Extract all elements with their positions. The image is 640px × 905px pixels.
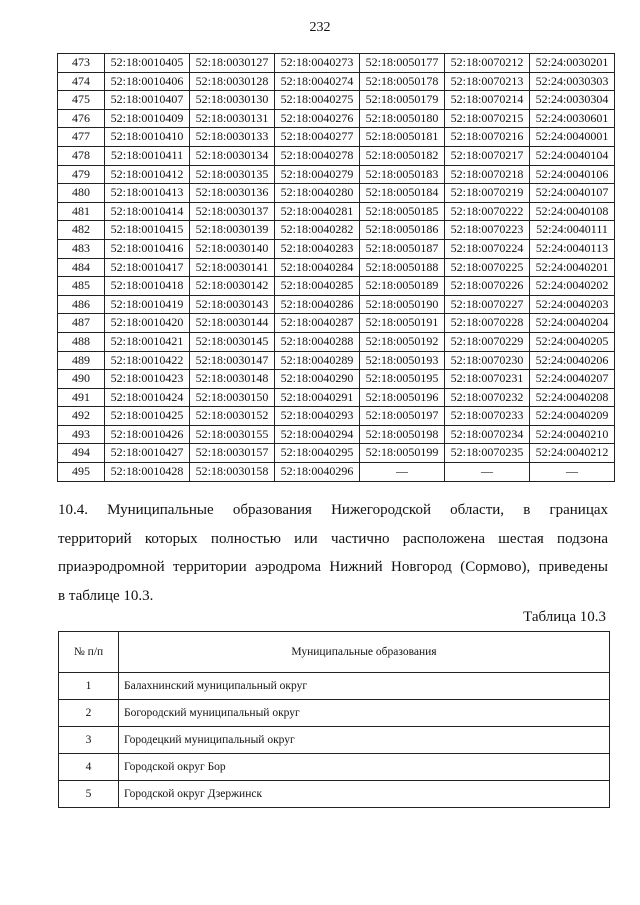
cadastral-number: 52:18:0050190 — [360, 295, 445, 314]
cadastral-number: 52:24:0030601 — [530, 109, 615, 128]
row-number: 488 — [58, 332, 105, 351]
row-number: 483 — [58, 239, 105, 258]
cadastral-number: 52:18:0010426 — [105, 425, 190, 444]
cadastral-number: 52:24:0040209 — [530, 407, 615, 426]
cadastral-number: 52:18:0030130 — [190, 91, 275, 110]
cadastral-number: 52:18:0030136 — [190, 184, 275, 203]
cadastral-number: 52:18:0050198 — [360, 425, 445, 444]
row-number: 473 — [58, 54, 105, 73]
table-row — [58, 351, 615, 370]
cadastral-number: 52:18:0010412 — [105, 165, 190, 184]
row-number: 484 — [58, 258, 105, 277]
cadastral-number: 52:18:0030147 — [190, 351, 275, 370]
row-number: 482 — [58, 221, 105, 240]
cadastral-number: 52:18:0010406 — [105, 72, 190, 91]
paragraph-10-4 — [58, 496, 608, 610]
cadastral-number: — — [530, 463, 615, 482]
cadastral-number: 52:18:0030135 — [190, 165, 275, 184]
table-row — [58, 128, 615, 147]
cadastral-number: 52:18:0070226 — [445, 277, 530, 296]
row-number: 2 — [59, 700, 119, 727]
table-caption: Таблица 10.3 — [523, 609, 606, 625]
cadastral-number: 52:18:0040275 — [275, 91, 360, 110]
cadastral-number: 52:18:0030142 — [190, 277, 275, 296]
cadastral-number: 52:18:0070233 — [445, 407, 530, 426]
cadastral-number: 52:18:0050180 — [360, 109, 445, 128]
municipal-table — [58, 631, 610, 808]
table-row — [58, 444, 615, 463]
cadastral-number: 52:18:0070214 — [445, 91, 530, 110]
cadastral-number: 52:18:0040293 — [275, 407, 360, 426]
cadastral-number: 52:18:0040284 — [275, 258, 360, 277]
row-number: 493 — [58, 425, 105, 444]
cadastral-number: 52:18:0070215 — [445, 109, 530, 128]
cadastral-number: 52:18:0050179 — [360, 91, 445, 110]
cadastral-number: 52:24:0040113 — [530, 239, 615, 258]
cadastral-number: 52:18:0040281 — [275, 202, 360, 221]
cadastral-number: 52:24:0040212 — [530, 444, 615, 463]
cadastral-number: 52:18:0070235 — [445, 444, 530, 463]
cadastral-number: 52:24:0030201 — [530, 54, 615, 73]
row-number: 492 — [58, 407, 105, 426]
cadastral-number: 52:24:0040207 — [530, 370, 615, 389]
cadastral-number: 52:24:0040208 — [530, 388, 615, 407]
cadastral-number: 52:18:0040289 — [275, 351, 360, 370]
paragraph-line: приаэродромной территории аэродрома Нижний Новгород (Сормово), приведены — [58, 559, 608, 575]
cadastral-table-body — [58, 54, 615, 482]
cadastral-number: 52:18:0010411 — [105, 146, 190, 165]
municipality-name: Городецкий муниципальный округ — [119, 727, 610, 754]
cadastral-number: 52:18:0030145 — [190, 332, 275, 351]
cadastral-number: — — [360, 463, 445, 482]
cadastral-number: 52:18:0050181 — [360, 128, 445, 147]
cadastral-number: 52:18:0030148 — [190, 370, 275, 389]
cadastral-number: 52:18:0030139 — [190, 221, 275, 240]
cadastral-number: 52:18:0040277 — [275, 128, 360, 147]
table-row — [58, 202, 615, 221]
cadastral-number: 52:18:0070225 — [445, 258, 530, 277]
cadastral-number: 52:24:0040107 — [530, 184, 615, 203]
table-row — [59, 727, 610, 754]
cadastral-number: 52:18:0050186 — [360, 221, 445, 240]
cadastral-number: 52:18:0010405 — [105, 54, 190, 73]
cadastral-table — [57, 53, 615, 482]
cadastral-number: 52:18:0010414 — [105, 202, 190, 221]
cadastral-number: 52:18:0050178 — [360, 72, 445, 91]
cadastral-number: 52:18:0030157 — [190, 444, 275, 463]
cadastral-number: 52:18:0040273 — [275, 54, 360, 73]
cadastral-number: 52:18:0040280 — [275, 184, 360, 203]
cadastral-number: 52:18:0070224 — [445, 239, 530, 258]
table-row — [58, 165, 615, 184]
cadastral-number: 52:18:0050184 — [360, 184, 445, 203]
cadastral-number: 52:18:0050189 — [360, 277, 445, 296]
cadastral-number: 52:24:0030303 — [530, 72, 615, 91]
cadastral-number: 52:18:0050196 — [360, 388, 445, 407]
cadastral-number: 52:18:0070230 — [445, 351, 530, 370]
table-row — [59, 754, 610, 781]
row-number: 481 — [58, 202, 105, 221]
cadastral-number: 52:24:0040111 — [530, 221, 615, 240]
row-number: 474 — [58, 72, 105, 91]
municipal-table-header-row — [59, 632, 610, 673]
cadastral-number: 52:18:0010420 — [105, 314, 190, 333]
table-row — [58, 72, 615, 91]
row-number: 477 — [58, 128, 105, 147]
municipality-name: Богородский муниципальный округ — [119, 700, 610, 727]
cadastral-number: 52:18:0010421 — [105, 332, 190, 351]
row-number: 489 — [58, 351, 105, 370]
cadastral-number: 52:18:0070234 — [445, 425, 530, 444]
cadastral-number: 52:18:0070223 — [445, 221, 530, 240]
cadastral-number: 52:18:0030134 — [190, 146, 275, 165]
cadastral-number: 52:18:0010415 — [105, 221, 190, 240]
row-number: 476 — [58, 109, 105, 128]
cadastral-number: 52:18:0030141 — [190, 258, 275, 277]
cadastral-number: 52:18:0050195 — [360, 370, 445, 389]
cadastral-number: 52:24:0040108 — [530, 202, 615, 221]
cadastral-number: 52:18:0010413 — [105, 184, 190, 203]
cadastral-number: 52:18:0010424 — [105, 388, 190, 407]
cadastral-number: 52:18:0010418 — [105, 277, 190, 296]
cadastral-number: 52:18:0010417 — [105, 258, 190, 277]
table-row — [59, 700, 610, 727]
cadastral-number: — — [445, 463, 530, 482]
cadastral-number: 52:18:0040294 — [275, 425, 360, 444]
header-municipality: Муниципальные образования — [119, 632, 610, 673]
table-row — [58, 277, 615, 296]
cadastral-number: 52:18:0030133 — [190, 128, 275, 147]
row-number: 485 — [58, 277, 105, 296]
cadastral-number: 52:18:0010427 — [105, 444, 190, 463]
table-row — [58, 258, 615, 277]
cadastral-number: 52:18:0010409 — [105, 109, 190, 128]
cadastral-number: 52:24:0040210 — [530, 425, 615, 444]
cadastral-number: 52:18:0040285 — [275, 277, 360, 296]
cadastral-number: 52:18:0030152 — [190, 407, 275, 426]
table-row — [58, 184, 615, 203]
header-number: № п/п — [59, 632, 119, 673]
cadastral-number: 52:18:0070222 — [445, 202, 530, 221]
table-row — [58, 463, 615, 482]
cadastral-number: 52:18:0030143 — [190, 295, 275, 314]
cadastral-number: 52:18:0070232 — [445, 388, 530, 407]
cadastral-number: 52:18:0040276 — [275, 109, 360, 128]
table-row — [59, 781, 610, 808]
cadastral-number: 52:18:0050185 — [360, 202, 445, 221]
cadastral-number: 52:18:0010407 — [105, 91, 190, 110]
cadastral-number: 52:18:0070219 — [445, 184, 530, 203]
cadastral-number: 52:18:0050199 — [360, 444, 445, 463]
row-number: 491 — [58, 388, 105, 407]
cadastral-number: 52:18:0040278 — [275, 146, 360, 165]
table-row — [58, 295, 615, 314]
cadastral-number: 52:18:0070213 — [445, 72, 530, 91]
cadastral-number: 52:18:0050177 — [360, 54, 445, 73]
cadastral-number: 52:18:0010416 — [105, 239, 190, 258]
table-row — [58, 54, 615, 73]
row-number: 487 — [58, 314, 105, 333]
cadastral-number: 52:18:0050188 — [360, 258, 445, 277]
cadastral-number: 52:18:0050193 — [360, 351, 445, 370]
cadastral-number: 52:18:0040286 — [275, 295, 360, 314]
cadastral-number: 52:18:0010423 — [105, 370, 190, 389]
cadastral-number: 52:18:0050183 — [360, 165, 445, 184]
cadastral-number: 52:18:0040287 — [275, 314, 360, 333]
cadastral-number: 52:18:0040296 — [275, 463, 360, 482]
cadastral-number: 52:18:0040279 — [275, 165, 360, 184]
municipality-name: Городской округ Дзержинск — [119, 781, 610, 808]
cadastral-number: 52:18:0070216 — [445, 128, 530, 147]
cadastral-number: 52:24:0030304 — [530, 91, 615, 110]
cadastral-number: 52:18:0050191 — [360, 314, 445, 333]
row-number: 1 — [59, 673, 119, 700]
table-row — [58, 332, 615, 351]
cadastral-number: 52:18:0030127 — [190, 54, 275, 73]
table-row — [58, 91, 615, 110]
cadastral-number: 52:24:0040202 — [530, 277, 615, 296]
cadastral-number: 52:18:0040274 — [275, 72, 360, 91]
row-number: 3 — [59, 727, 119, 754]
cadastral-number: 52:18:0050187 — [360, 239, 445, 258]
cadastral-number: 52:18:0040282 — [275, 221, 360, 240]
cadastral-number: 52:18:0070217 — [445, 146, 530, 165]
cadastral-number: 52:18:0010428 — [105, 463, 190, 482]
table-row — [58, 407, 615, 426]
cadastral-number: 52:18:0010419 — [105, 295, 190, 314]
cadastral-number: 52:24:0040205 — [530, 332, 615, 351]
cadastral-number: 52:24:0040204 — [530, 314, 615, 333]
table-row — [58, 425, 615, 444]
table-row — [58, 146, 615, 165]
table-row — [58, 221, 615, 240]
row-number: 475 — [58, 91, 105, 110]
cadastral-number: 52:24:0040201 — [530, 258, 615, 277]
cadastral-number: 52:18:0010410 — [105, 128, 190, 147]
row-number: 494 — [58, 444, 105, 463]
paragraph-line: территорий которых полностью или частично расположена шестая подзона — [58, 530, 608, 547]
cadastral-number: 52:18:0010425 — [105, 407, 190, 426]
cadastral-number: 52:18:0070231 — [445, 370, 530, 389]
row-number: 5 — [59, 781, 119, 808]
cadastral-number: 52:24:0040104 — [530, 146, 615, 165]
row-number: 490 — [58, 370, 105, 389]
table-row — [58, 239, 615, 258]
cadastral-number: 52:18:0040295 — [275, 444, 360, 463]
row-number: 4 — [59, 754, 119, 781]
row-number: 495 — [58, 463, 105, 482]
row-number: 486 — [58, 295, 105, 314]
cadastral-number: 52:18:0040290 — [275, 370, 360, 389]
page-number: 232 — [309, 20, 331, 35]
cadastral-number: 52:18:0030144 — [190, 314, 275, 333]
cadastral-number: 52:18:0070227 — [445, 295, 530, 314]
cadastral-number: 52:18:0070228 — [445, 314, 530, 333]
table-row — [58, 314, 615, 333]
cadastral-number: 52:18:0030131 — [190, 109, 275, 128]
cadastral-number: 52:18:0010422 — [105, 351, 190, 370]
cadastral-number: 52:18:0070229 — [445, 332, 530, 351]
cadastral-number: 52:18:0030155 — [190, 425, 275, 444]
cadastral-number: 52:18:0070212 — [445, 54, 530, 73]
cadastral-number: 52:24:0040203 — [530, 295, 615, 314]
municipality-name: Балахнинский муниципальный округ — [119, 673, 610, 700]
table-row — [59, 673, 610, 700]
cadastral-number: 52:24:0040001 — [530, 128, 615, 147]
row-number: 480 — [58, 184, 105, 203]
cadastral-number: 52:24:0040206 — [530, 351, 615, 370]
cadastral-number: 52:18:0050182 — [360, 146, 445, 165]
cadastral-number: 52:18:0050192 — [360, 332, 445, 351]
table-row — [58, 109, 615, 128]
cadastral-number: 52:24:0040106 — [530, 165, 615, 184]
cadastral-number: 52:18:0030128 — [190, 72, 275, 91]
paragraph-line: 10.4. Муниципальные образования Нижегородской области, в границах — [58, 502, 608, 518]
table-row — [58, 388, 615, 407]
municipality-name: Городской округ Бор — [119, 754, 610, 781]
cadastral-number: 52:18:0040288 — [275, 332, 360, 351]
row-number: 478 — [58, 146, 105, 165]
cadastral-number: 52:18:0030150 — [190, 388, 275, 407]
cadastral-number: 52:18:0030158 — [190, 463, 275, 482]
table-row — [58, 370, 615, 389]
cadastral-number: 52:18:0040291 — [275, 388, 360, 407]
paragraph-line: в таблице 10.3. — [58, 587, 154, 604]
row-number: 479 — [58, 165, 105, 184]
cadastral-number: 52:18:0070218 — [445, 165, 530, 184]
cadastral-number: 52:18:0030140 — [190, 239, 275, 258]
cadastral-number: 52:18:0050197 — [360, 407, 445, 426]
cadastral-number: 52:18:0030137 — [190, 202, 275, 221]
cadastral-number: 52:18:0040283 — [275, 239, 360, 258]
